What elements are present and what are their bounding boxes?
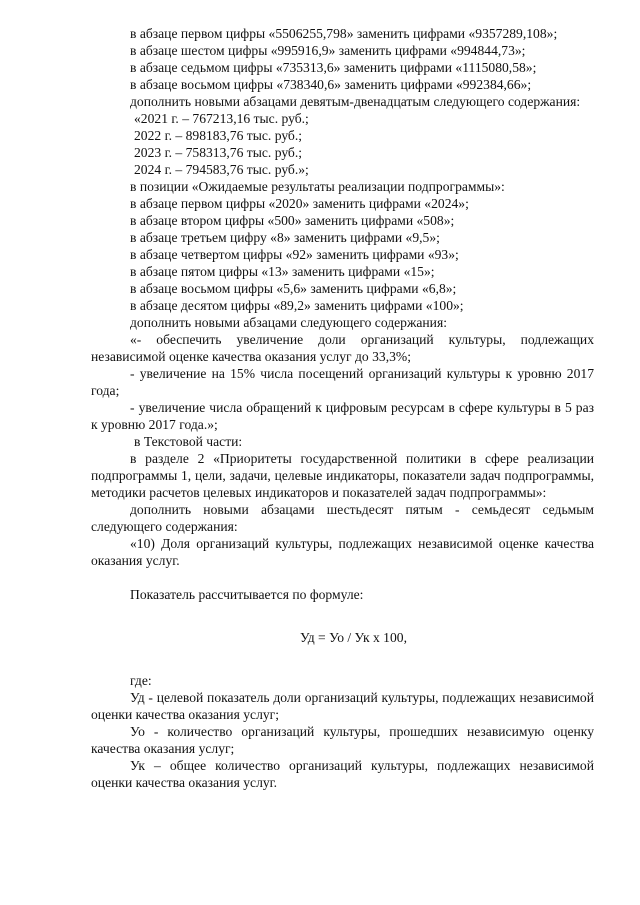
results-second: в абзаце втором цифры «500» заменить цифрами «508»;: [130, 213, 455, 228]
new-item-share: «- обеспечить увеличение доли организаций культуры, подлежащих независимой оценке качества оказания услуг до 33,3%;: [91, 332, 594, 364]
paragraph-sixth-abzac: в абзаце шестом цифры «995916,9» заменить цифрами «994844,73»;: [130, 43, 526, 58]
results-first: в абзаце первом цифры «2020» заменить цифрами «2024»;: [130, 196, 469, 211]
results-position: в позиции «Ожидаемые результаты реализации подпрограммы»:: [130, 179, 505, 194]
budget-line-2024: 2024 г. – 794583,76 тыс. руб.»;: [134, 162, 309, 177]
definition-uk: Ук – общее количество организаций культуры, подлежащих независимой оценки качества оказания услуг.: [91, 758, 594, 790]
results-tenth: в абзаце десятом цифры «89,2» заменить цифрами «100»;: [130, 298, 464, 313]
paragraph-add-ninth-twelfth: дополнить новыми абзацами девятым-двенадцатым следующего содержания:: [130, 94, 581, 109]
definition-ud: Уд - целевой показатель доли организаций культуры, подлежащих независимой оценки качества оказания услуг;: [91, 690, 594, 722]
paragraph-seventh-abzac: в абзаце седьмом цифры «735313,6» заменить цифрами «1115080,58»;: [130, 60, 537, 75]
document-page: [91, 25, 594, 791]
results-fifth: в абзаце пятом цифры «13» заменить цифрами «15»;: [130, 264, 435, 279]
item-10: «10) Доля организаций культуры, подлежащих независимой оценке качества оказания услуг.: [91, 536, 594, 568]
results-fourth: в абзаце четвертом цифры «92» заменить цифрами «93»;: [130, 247, 459, 262]
results-eighth: в абзаце восьмом цифры «5,6» заменить цифрами «6,8»;: [130, 281, 457, 296]
section-2-paragraph: в разделе 2 «Приоритеты государственной политики в сфере реализации подпрограммы 1, цели, задачи, целевые индикаторы, показатели задач подпрограммы, методики расчетов целевых индикаторов и показателей задач подпрограммы»:: [91, 451, 594, 500]
budget-line-2021: «2021 г. – 767213,16 тыс. руб.;: [134, 111, 309, 126]
results-third: в абзаце третьем цифру «8» заменить цифрами «9,5»;: [130, 230, 440, 245]
text-part-heading: в Текстовой части:: [134, 434, 243, 449]
add-paragraphs-65-77: дополнить новыми абзацами шестьдесят пятым - семьдесят седьмым следующего содержания:: [91, 502, 594, 534]
new-item-visits: - увеличение на 15% числа посещений организаций культуры к уровню 2017 года;: [91, 366, 594, 398]
paragraph-eighth-abzac: в абзаце восьмом цифры «738340,6» заменить цифрами «992384,66»;: [130, 77, 532, 92]
results-add: дополнить новыми абзацами следующего содержания:: [130, 315, 447, 330]
new-item-digital: - увеличение числа обращений к цифровым ресурсам в сфере культуры в 5 раз к уровню 2017 года.»;: [91, 400, 594, 432]
budget-line-2023: 2023 г. – 758313,76 тыс. руб.;: [134, 145, 303, 160]
where-label: где:: [130, 673, 152, 688]
calc-intro: Показатель рассчитывается по формуле:: [130, 587, 364, 602]
budget-line-2022: 2022 г. – 898183,76 тыс. руб.;: [134, 128, 303, 143]
paragraph-first-abzac: в абзаце первом цифры «5506255,798» заменить цифрами «9357289,108»;: [130, 26, 558, 41]
formula: Уд = Уо / Ук х 100,: [300, 630, 407, 645]
definition-uo: Уо - количество организаций культуры, прошедших независимую оценку качества оказания услуг;: [91, 724, 594, 756]
